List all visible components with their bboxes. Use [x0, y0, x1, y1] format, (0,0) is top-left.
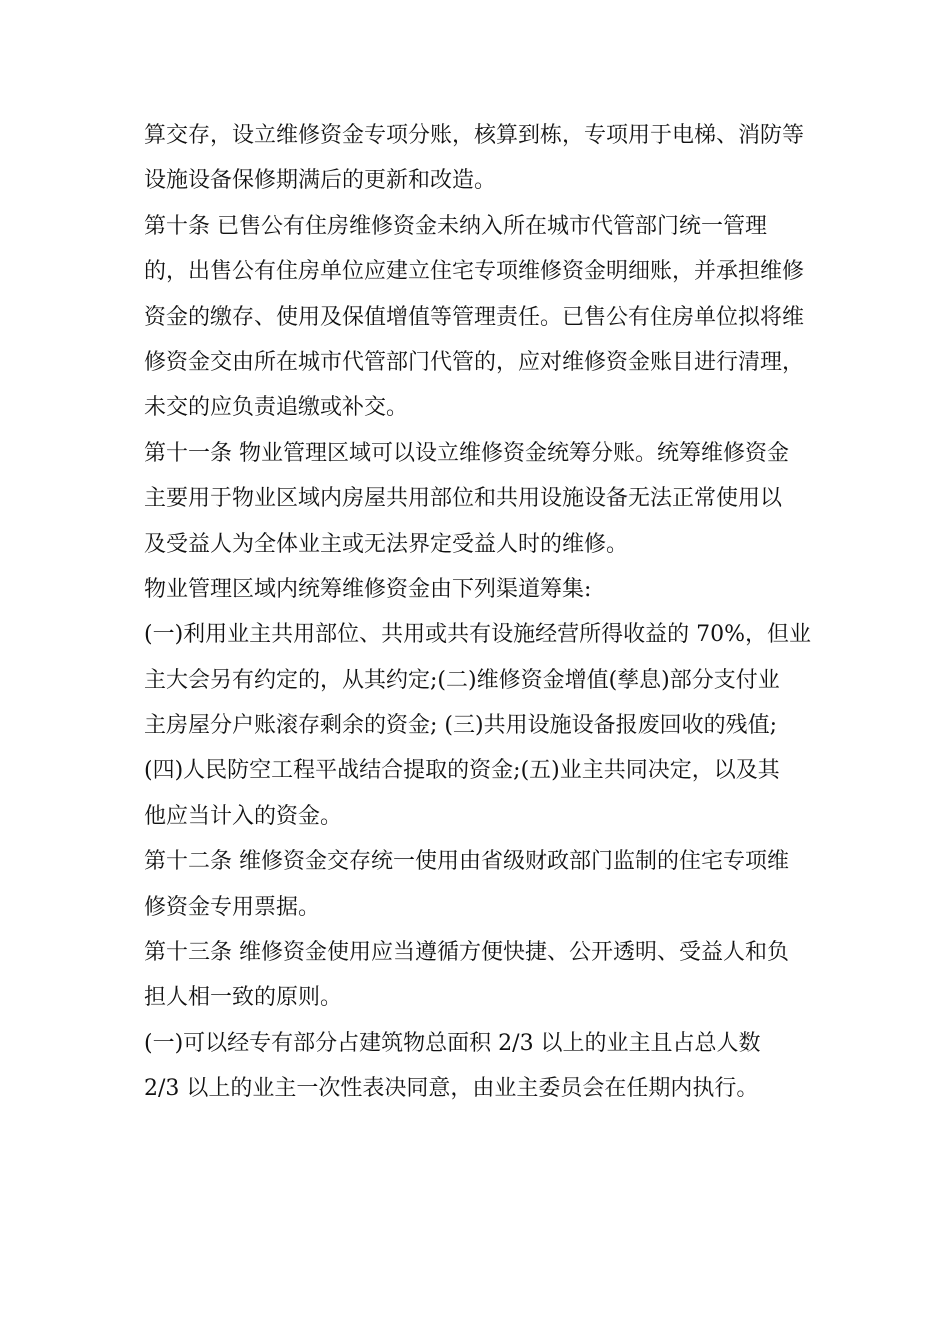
article-10-heading-line: 第十条 已售公有住房维修资金未纳入所在城市代管部门统一管理: [144, 213, 767, 239]
text-line: 及受益人为全体业主或无法界定受益人时的维修。: [144, 531, 629, 557]
text-line: (一)可以经专有部分占建筑物总面积 2/3 以上的业主且占总人数: [144, 1030, 761, 1056]
article-12-heading-line: 第十二条 维修资金交存统一使用由省级财政部门监制的住宅专项维: [144, 849, 789, 875]
article-11-heading-line: 第十一条 物业管理区域可以设立维修资金统筹分账。统筹维修资金: [144, 440, 789, 466]
text-line: 的，出售公有住房单位应建立住宅专项维修资金明细账，并承担维修: [144, 259, 805, 285]
text-line: 修资金交由所在城市代管部门代管的，应对维修资金账目进行清理，: [144, 349, 805, 375]
text-line: 2/3 以上的业主一次性表决同意，由业主委员会在任期内执行。: [144, 1076, 759, 1102]
text-line: 资金的缴存、使用及保值增值等管理责任。已售公有住房单位拟将维: [144, 304, 805, 330]
text-line: 物业管理区域内统筹维修资金由下列渠道筹集:: [144, 576, 592, 602]
document-body: [144, 113, 814, 1112]
text-line: 他应当计入的资金。: [144, 803, 343, 829]
text-line: 主大会另有约定的，从其约定;(二)维修资金增值(孳息)部分支付业: [144, 667, 780, 693]
text-line: 算交存，设立维修资金专项分账，核算到栋，专项用于电梯、消防等: [144, 123, 805, 148]
text-line: 主房屋分户账滚存剩余的资金; (三)共用设施设备报废回收的残值;: [144, 713, 777, 739]
text-line: 担人相一致的原则。: [144, 985, 343, 1011]
article-13-heading-line: 第十三条 维修资金使用应当遵循方便快捷、公开透明、受益人和负: [144, 940, 789, 966]
text-line: 设施设备保修期满后的更新和改造。: [144, 168, 497, 194]
text-line: 未交的应负责追缴或补交。: [144, 395, 409, 421]
text-line: (一)利用业主共用部位、共用或共有设施经营所得收益的 70%，但业: [144, 622, 812, 648]
text-line: 修资金专用票据。: [144, 894, 321, 920]
text-line: (四)人民防空工程平战结合提取的资金;(五)业主共同决定，以及其: [144, 758, 780, 784]
text-line: 主要用于物业区域内房屋共用部位和共用设施设备无法正常使用以: [144, 486, 783, 512]
